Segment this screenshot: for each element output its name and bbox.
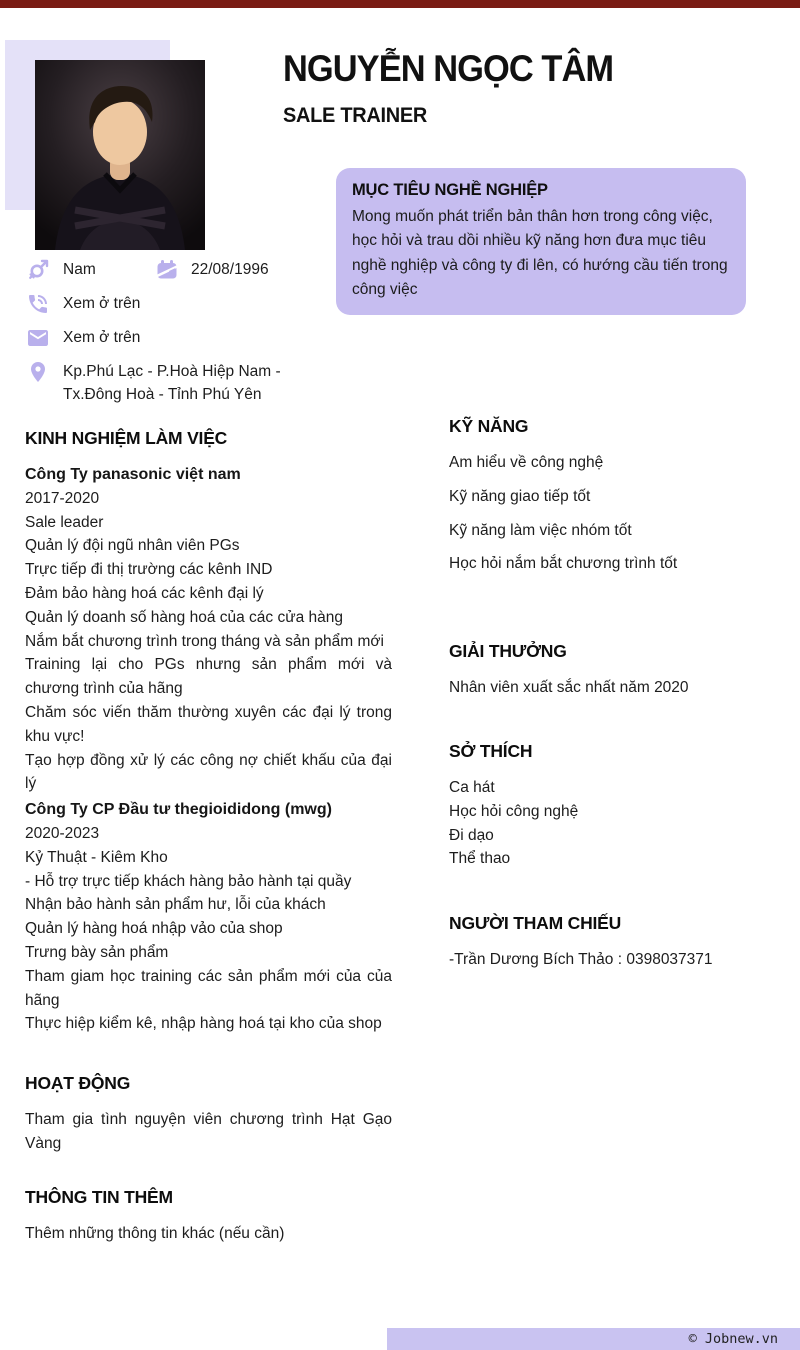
objective-body: Mong muốn phát triển bản thân hơn trong công việc, học hỏi và trau dồi nhiều kỹ năng hơn đưa mục tiêu nghề nghiệp và công ty đi lên, có hướng cầu tiến trong công việc — [352, 208, 728, 299]
additional-info-section — [25, 1184, 392, 1246]
job-duty: Chăm sóc viến thăm thường xuyên các đại lý trong khu vực! — [25, 703, 392, 745]
contact-row-email — [26, 326, 326, 350]
award-item: Nhân viên xuất sắc nhất năm 2020 — [449, 679, 689, 697]
skills-heading: KỸ NĂNG — [449, 416, 529, 436]
birthdate-group — [155, 258, 269, 282]
gender-icon — [26, 258, 50, 282]
hobby-item: Đi dạo — [449, 826, 494, 844]
job-duties — [25, 534, 392, 796]
top-accent-bar — [0, 0, 800, 8]
candidate-job-title: SALE TRAINER — [283, 104, 427, 127]
job-duty: Trưng bày sản phẩm — [25, 943, 169, 961]
phone-icon — [26, 292, 50, 316]
hobbies-list — [449, 776, 790, 871]
job-period: 2020-2023 — [25, 824, 100, 842]
job-duty: Tạo hợp đồng xử lý các công nợ chiết khấu của đại lý — [25, 751, 392, 793]
objective-section — [336, 168, 746, 315]
phone-value: Xem ở trên — [63, 295, 141, 312]
profile-photo — [35, 60, 205, 250]
job-duty: Trực tiếp đi thị trường các kênh IND — [25, 561, 273, 579]
job-duty: Quản lý doanh số hàng hoá của các cửa hàng — [25, 608, 344, 626]
awards-heading: GIẢI THƯỞNG — [449, 641, 567, 662]
hobby-item: Ca hát — [449, 778, 495, 796]
experience-job-2 — [25, 798, 392, 1036]
birthdate-value: 22/08/1996 — [191, 261, 269, 278]
job-role: Sale leader — [25, 513, 104, 531]
gender-value: Nam — [63, 261, 96, 278]
skill-item: Kỹ năng làm việc nhóm tốt — [449, 521, 632, 539]
skill-item: Kỹ năng giao tiếp tốt — [449, 487, 591, 505]
company-name: Công Ty panasonic việt nam — [25, 466, 241, 483]
job-duties — [25, 870, 392, 1037]
calendar-icon — [155, 258, 179, 282]
candidate-name: NGUYỄN NGỌC TÂM — [283, 48, 614, 89]
contact-row-address — [26, 360, 326, 406]
hobbies-heading: SỞ THÍCH — [449, 740, 533, 761]
job-duty: Quản lý hàng hoá nhập vảo của shop — [25, 920, 283, 938]
additional-info-heading: THÔNG TIN THÊM — [25, 1186, 173, 1207]
hobbies-section — [449, 738, 790, 871]
footer-credit-link[interactable]: © Jobnew.vn — [688, 1331, 778, 1347]
skill-item: Am hiểu về công nghệ — [449, 454, 604, 471]
references-section — [449, 910, 790, 972]
job-duty: Nhận bảo hành sản phẩm hư, lỗi của khách — [25, 896, 326, 914]
skills-section — [449, 413, 790, 576]
email-value: Xem ở trên — [63, 329, 141, 346]
job-duty: Đảm bảo hàng hoá các kênh đại lý — [25, 584, 264, 602]
awards-section — [449, 638, 790, 700]
address-value: Kp.Phú Lạc - P.Hoà Hiệp Nam - Tx.Đông Hoà - Tỉnh Phú Yên — [63, 363, 281, 403]
right-column — [449, 413, 790, 972]
portrait-illustration — [35, 60, 205, 250]
map-pin-icon — [26, 360, 50, 384]
activities-section — [25, 1070, 392, 1156]
job-duty: Nắm bắt chương trình trong tháng và sản phẩm mới — [25, 632, 384, 650]
contact-block — [26, 258, 326, 416]
experience-heading: KINH NGHIỆM LÀM VIỆC — [25, 428, 228, 448]
job-duty: Quản lý đội ngũ nhân viên PGs — [25, 537, 240, 555]
hobby-item: Thể thao — [449, 850, 511, 868]
references-list — [449, 948, 790, 972]
footer-credit-bar — [387, 1328, 800, 1350]
envelope-icon — [26, 326, 50, 350]
reference-item: -Trần Dương Bích Thảo : 0398037371 — [449, 951, 713, 969]
contact-row-phone — [26, 292, 326, 316]
job-duty: Thực hiệp kiểm kê, nhập hàng hoá tại kho của shop — [25, 1015, 382, 1033]
job-duty: - Hỗ trợ trực tiếp khách hàng bảo hành tại quầy — [25, 872, 352, 890]
activities-body: Tham gia tình nguyện viên chương trình Hạt Gạo Vàng — [25, 1111, 392, 1152]
references-heading: NGƯỜI THAM CHIẾU — [449, 913, 622, 934]
left-column — [25, 425, 392, 1246]
skill-item: Học hỏi nắm bắt chương trình tốt — [449, 555, 678, 573]
skills-list — [449, 451, 790, 576]
additional-info-body: Thêm những thông tin khác (nếu cần) — [25, 1224, 285, 1242]
company-name: Công Ty CP Đầu tư thegioididong (mwg) — [25, 801, 332, 819]
job-role: Kỷ Thuật - Kiêm Kho — [25, 848, 168, 866]
activities-heading: HOẠT ĐỘNG — [25, 1073, 131, 1094]
job-period: 2017-2020 — [25, 489, 100, 507]
awards-list — [449, 676, 790, 700]
experience-job-1 — [25, 463, 392, 796]
job-duty: Tham giam học training các sản phẩm mới của của hãng — [25, 967, 392, 1009]
hobby-item: Học hỏi công nghệ — [449, 802, 579, 820]
contact-row-gender-dob — [26, 258, 326, 282]
objective-heading: MỤC TIÊU NGHỀ NGHIỆP — [352, 181, 548, 199]
job-duty: Training lại cho PGs nhưng sản phẩm mới và chương trình của hãng — [25, 656, 392, 698]
